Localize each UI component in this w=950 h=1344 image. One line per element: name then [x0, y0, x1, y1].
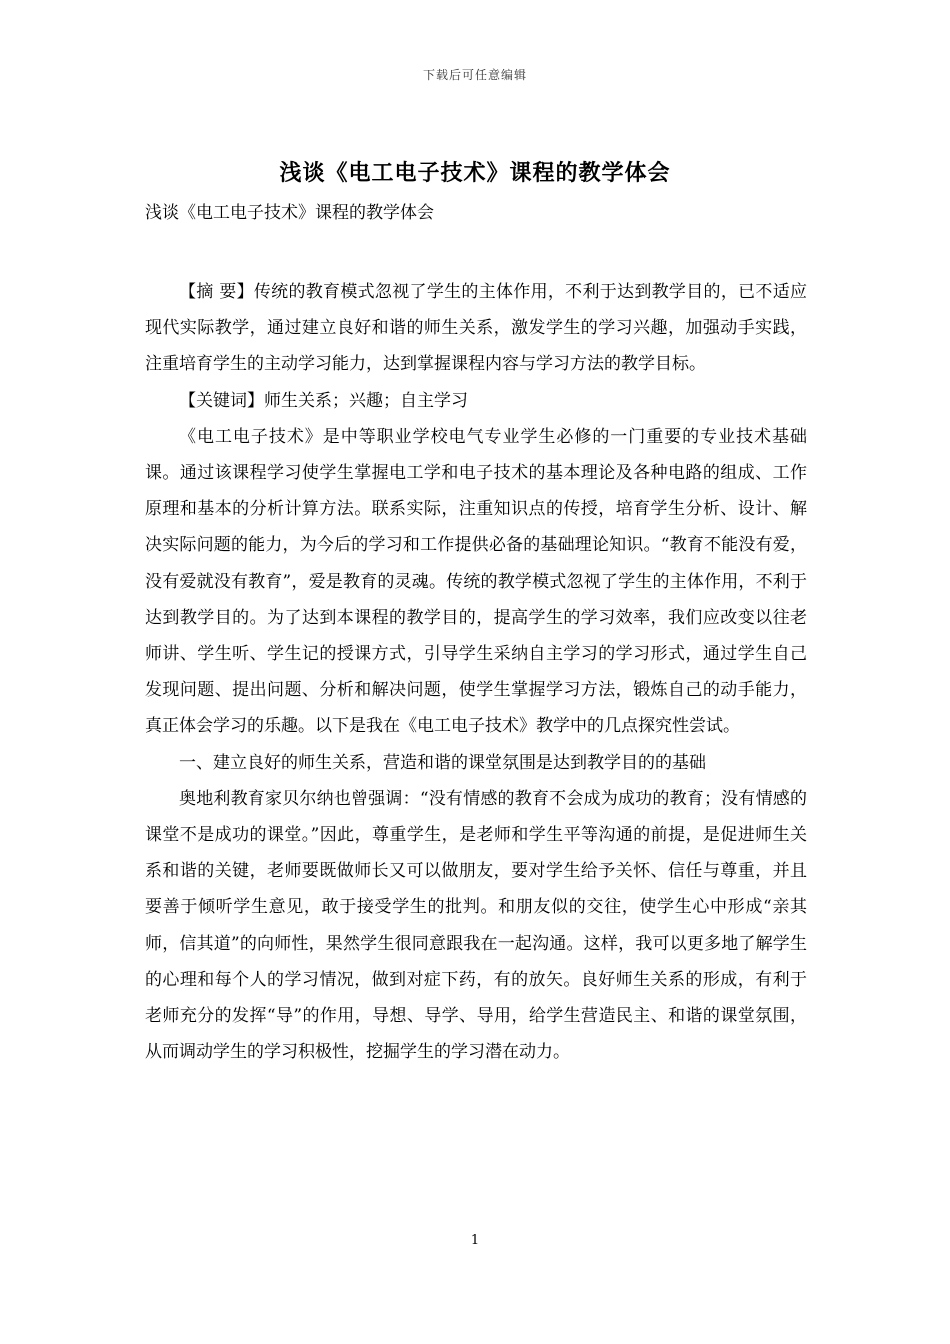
abstract-paragraph: 【摘 要】传统的教育模式忽视了学生的主体作用，不利于达到教学目的，已不适应现代实际教学，通过建立良好和谐的师生关系，激发学生的学习兴趣，加强动手实践，注重培育学生的主动学习能力，达到掌握课程内容与学习方法的教学目标。	[145, 282, 807, 375]
body-paragraph: 奥地利教育家贝尔纳也曾强调：“没有情感的教育不会成为成功的教育；没有情感的课堂不是成功的课堂。”因此，尊重学生，是老师和学生平等沟通的前提，是促进师生关系和谐的关键，老师要既做师长又可以做朋友，要对学生给予关怀、信任与尊重，并且要善于倾听学生意见，敢于接受学生的批判。和朋友似的交往，使学生心中形成“亲其师，信其道”的向师性，果然学生很同意跟我在一起沟通。这样，我可以更多地了解学生的心理和每个人的学习情况，做到对症下药，有的放矢。良好师生关系的形成，有利于老师充分的发挥“导”的作用，导想、导学、导用，给学生营造民主、和谐的课堂氛围，从而调动学生的学习积极性，挖掘学生的学习潜在动力。	[145, 788, 807, 1063]
intro-paragraph: 《电工电子技术》是中等职业学校电气专业学生必修的一门重要的专业技术基础课。通过该课程学习使学生掌握电工学和电子技术的基本理论及各种电路的组成、工作原理和基本的分析计算方法。联系实际，注重知识点的传授，培育学生分析、设计、解决实际问题的能力，为今后的学习和工作提供必备的基础理论知识。“教育不能没有爱，没有爱就没有教育”，爱是教育的灵魂。传统的教学模式忽视了学生的主体作用，不利于达到教学目的。为了达到本课程的教学目的，提高学生的学习效率，我们应改变以往老师讲、学生听、学生记的授课方式，引导学生采纳自主学习的学习形式，通过学生自己发现问题、提出问题、分析和解决问题，使学生掌握学习方法，锻炼自己的动手能力，真正体会学习的乐趣。以下是我在《电工电子技术》教学中的几点探究性尝试。	[145, 426, 807, 737]
document-body	[145, 274, 807, 1070]
keywords-paragraph: 【关键词】师生关系；兴趣；自主学习	[179, 390, 468, 411]
document-subtitle: 浅谈《电工电子技术》课程的教学体会	[145, 203, 434, 223]
page-number: 1	[470, 1233, 480, 1248]
section-heading: 一、建立良好的师生关系，营造和谐的课堂氛围是达到教学目的的基础	[179, 752, 706, 773]
page-header-note: 下载后可任意编辑	[422, 68, 527, 82]
document-title: 浅谈《电工电子技术》课程的教学体会	[279, 160, 671, 186]
